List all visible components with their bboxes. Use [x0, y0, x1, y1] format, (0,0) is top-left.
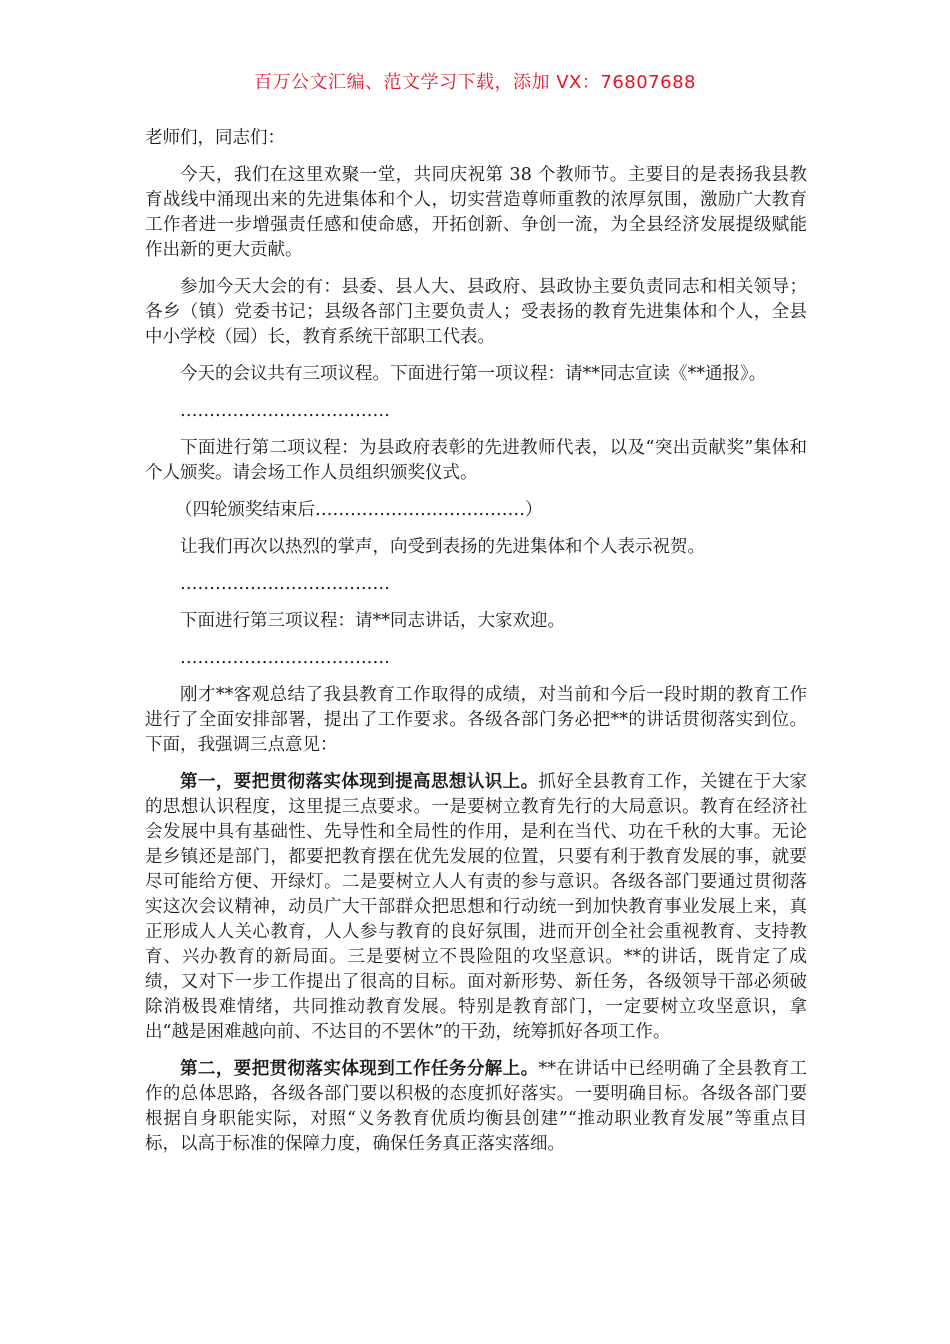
point-two-heading: 第二，要把贯彻落实体现到工作任务分解上。: [180, 1059, 539, 1079]
header-watermark: 百万公文汇编、范文学习下载，添加 VX：76807688: [254, 72, 696, 93]
paragraph-point-one: [145, 770, 807, 1045]
salutation: 老师们，同志们：: [145, 128, 285, 148]
paragraph-point-two: [145, 1057, 807, 1157]
paragraph-award-note: （四轮颁奖结束后………………………………）: [175, 500, 543, 520]
point-one-text: 抓好全县教育工作，关键在于大家的思想认识程度，这里提三点要求。一是要树立教育先行的大局意识。教育在经济社会发展中具有基础性、先导性和全局性的作用，是利在当代、功在千秋的大事。无论是乡镇还是部门，都要把教育摆在优先发展的位置，只要有利于教育发展的事，就要尽可能给方便、开绿灯。二是要树立人人有责的参与意识。各级各部门要通过贯彻落实这次会议精神，动员广大干部群众把思想和行动统一到加快教育事业发展上来，真正形成人人关心教育，人人参与教育的良好氛围，进而开创全社会重视教育、支持教育、兴办教育的新局面。三是要树立不畏险阻的攻坚意识。**的讲话，既肯定了成绩，又对下一步工作提出了很高的目标。面对新形势、新任务，各级领导干部必须破除消极畏难情绪，共同推动教育发展。特别是教育部门，一定要树立攻坚意识，拿出“越是困难越向前、不达目的不罢休”的干劲，统筹抓好各项工作。: [145, 772, 808, 1042]
paragraph-agenda-one: 今天的会议共有三项议程。下面进行第一项议程：请**同志宣读《**通报》。: [180, 364, 767, 384]
ellipsis-separator: ………………………………: [180, 574, 390, 594]
paragraph-agenda-three: 下面进行第三项议程：请**同志讲话，大家欢迎。: [180, 611, 565, 631]
document-body: [145, 126, 807, 1169]
paragraph-summary: 刚才**客观总结了我县教育工作取得的成绩，对当前和今后一段时期的教育工作进行了全面安排部署，提出了工作要求。各级各部门务必把**的讲话贯彻落实到位。下面，我强调三点意见：: [145, 685, 807, 755]
paragraph-congratulations: 让我们再次以热烈的掌声，向受到表扬的先进集体和个人表示祝贺。: [180, 537, 705, 557]
paragraph-attendees: 参加今天大会的有：县委、县人大、县政府、县政协主要负责同志和相关领导；各乡（镇）党委书记；县级各部门主要负责人；受表扬的教育先进集体和个人，全县中小学校（园）长，教育系统干部职工代表。: [145, 277, 807, 347]
ellipsis-separator: ………………………………: [180, 401, 390, 421]
paragraph-agenda-two: 下面进行第二项议程：为县政府表彰的先进教师代表，以及“突出贡献奖”集体和个人颁奖。请会场工作人员组织颁奖仪式。: [145, 438, 807, 483]
point-one-heading: 第一，要把贯彻落实体现到提高思想认识上。: [180, 772, 539, 792]
point-two-text: **在讲话中已经明确了全县教育工作的总体思路，各级各部门要以积极的态度抓好落实。一要明确目标。各级各部门要根据自身职能实际，对照“义务教育优质均衡县创建”“推动职业教育发展”等重点目标，以高于标准的保障力度，确保任务真正落实落细。: [145, 1059, 808, 1154]
ellipsis-separator: ………………………………: [180, 648, 390, 668]
paragraph-opening: 今天，我们在这里欢聚一堂，共同庆祝第 38 个教师节。主要目的是表扬我县教育战线中涌现出来的先进集体和个人，切实营造尊师重教的浓厚氛围，激励广大教育工作者进一步增强责任感和使命感，开拓创新、争创一流，为全县经济发展提级赋能作出新的更大贡献。: [145, 165, 807, 260]
